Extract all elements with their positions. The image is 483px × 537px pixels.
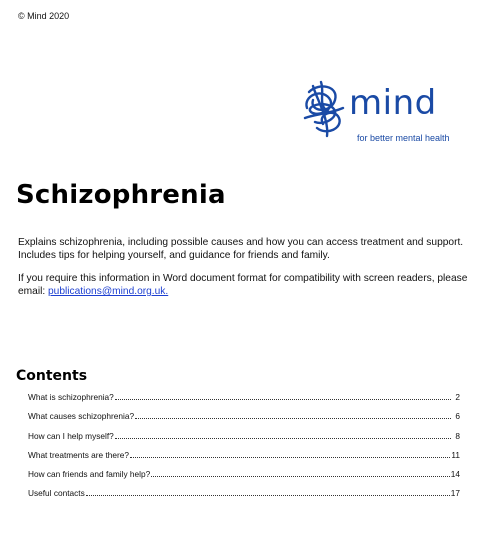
toc-leader-dots	[115, 393, 451, 400]
email-link[interactable]: publications@mind.org.uk.	[48, 286, 169, 297]
format-request-text: If you require this information in Word document format for compatibility with screen readers, please email:	[18, 273, 468, 297]
toc-entry-page: 6	[455, 411, 460, 422]
toc-entry-treatments[interactable]	[28, 450, 460, 469]
toc-entry-label: How can friends and family help?	[28, 469, 151, 480]
table-of-contents	[28, 392, 460, 508]
contents-heading: Contents	[16, 368, 88, 384]
toc-leader-dots	[86, 489, 450, 496]
toc-entry-label: What treatments are there?	[28, 449, 129, 460]
toc-entry-page: 2	[455, 392, 460, 402]
toc-entry-page: 11	[451, 449, 460, 460]
mind-scribble-icon	[299, 78, 351, 140]
format-request-paragraph	[18, 272, 468, 298]
toc-entry-friends-family[interactable]	[28, 469, 460, 488]
logo-tagline: for better mental health	[357, 133, 450, 143]
toc-entry-page: 17	[450, 488, 460, 499]
toc-leader-dots	[151, 470, 450, 477]
toc-entry-label: Useful contacts	[28, 488, 85, 499]
toc-entry-label: What causes schizophrenia?	[28, 411, 135, 422]
toc-entry-page: 8	[455, 430, 460, 441]
toc-leader-dots	[130, 451, 450, 458]
page-title: Schizophrenia	[16, 180, 226, 210]
copyright-notice: © Mind 2020	[18, 11, 70, 21]
toc-entry-page: 14	[450, 469, 460, 480]
toc-leader-dots	[115, 432, 451, 439]
logo-wordmark: mind	[349, 83, 437, 123]
toc-entry-what-is-schizophrenia[interactable]	[28, 392, 460, 411]
mind-logo	[299, 78, 469, 150]
toc-leader-dots	[135, 412, 451, 419]
toc-entry-what-causes-schizophrenia[interactable]	[28, 411, 460, 430]
toc-entry-label: How can I help myself?	[28, 430, 114, 441]
toc-entry-label: What is schizophrenia?	[28, 392, 114, 402]
toc-entry-useful-contacts[interactable]	[28, 488, 460, 507]
toc-entry-help-myself[interactable]	[28, 431, 460, 450]
intro-paragraph: Explains schizophrenia, including possible causes and how you can access treatment and support. Includes tips for helping yourself, and guidance for friends and family.	[18, 237, 464, 261]
